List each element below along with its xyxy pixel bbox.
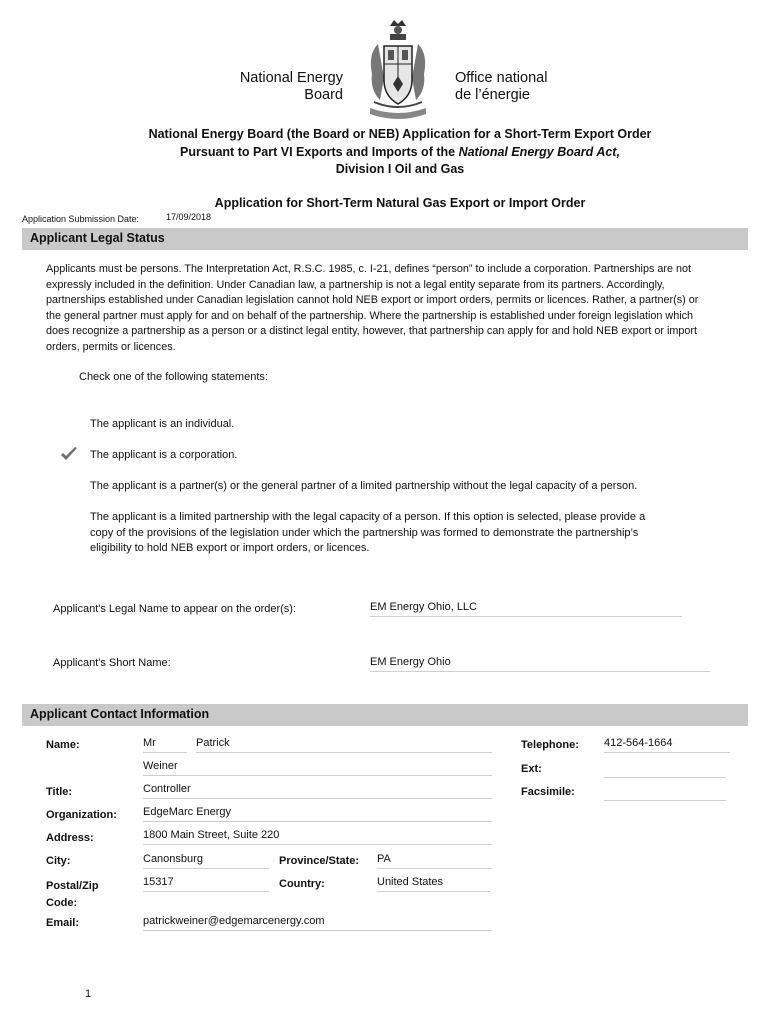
title-line3: Division I Oil and Gas bbox=[335, 162, 465, 176]
postal-label-line1: Postal/Zip bbox=[46, 880, 99, 892]
board-name-french bbox=[455, 70, 625, 104]
document-title bbox=[60, 126, 740, 179]
section-title: Applicant Contact Information bbox=[30, 707, 210, 721]
postal-label bbox=[46, 878, 99, 912]
name-label: Name: bbox=[46, 739, 80, 751]
salutation-field[interactable]: Mr bbox=[143, 737, 187, 753]
city-field[interactable]: Canonsburg bbox=[143, 853, 269, 869]
telephone-field[interactable]: 412-564-1664 bbox=[604, 737, 730, 753]
country-label: Country: bbox=[279, 878, 325, 890]
section-header-legal-status bbox=[22, 228, 748, 250]
organization-field[interactable]: EdgeMarc Energy bbox=[143, 806, 492, 822]
submission-date-label: Application Submission Date: bbox=[22, 214, 140, 224]
legal-name-field[interactable]: EM Energy Ohio, LLC bbox=[370, 601, 682, 617]
submission-date-value[interactable]: 17/09/2018 bbox=[166, 212, 212, 222]
page-number: 1 bbox=[85, 988, 92, 1000]
section-title: Applicant Legal Status bbox=[30, 231, 165, 245]
province-label: Province/State: bbox=[279, 855, 360, 867]
country-field[interactable]: United States bbox=[377, 876, 490, 892]
form-subtitle: Application for Short-Term Natural Gas Export or Import Order bbox=[214, 196, 586, 210]
legal-name-label: Applicant's Legal Name to appear on the order(s): bbox=[53, 603, 297, 615]
option-partner[interactable]: The applicant is a partner(s) or the general partner of a limited partnership without the legal capacity of a person. bbox=[90, 480, 638, 492]
title-line2-prefix: Pursuant to Part VI Exports and Imports of the bbox=[180, 144, 459, 159]
address-field[interactable]: 1800 Main Street, Suite 220 bbox=[143, 829, 492, 845]
office-name-line2: de l’énergie bbox=[455, 87, 530, 103]
legal-status-explanation: Applicants must be persons. The Interpretation Act, R.S.C. 1985, c. I-21, defines “person” to include a corporation. Partnerships are not expressly included in the definition. Under Canadian law, a partnership is not a legal entity separate from its partners. Accordingly, partnerships established under Canadian legislation cannot hold NEB export or import orders, permits or licences. Rather, a partner(s) or the general partner must apply for and on behalf of the partnership. Where the partnership is established under foreign legislation which does recognize a partnership as a person or a distinct legal entity, however, that partnership can apply for and hold NEB export or import orders, permits or licences. bbox=[46, 263, 699, 353]
board-name-line1: National Energy bbox=[239, 70, 343, 86]
title-act-name: National Energy Board Act, bbox=[458, 144, 620, 159]
first-name-field[interactable]: Patrick bbox=[196, 737, 492, 753]
short-name-label: Applicant's Short Name: bbox=[53, 657, 171, 669]
board-name-english bbox=[225, 70, 343, 104]
province-field[interactable]: PA bbox=[377, 853, 492, 869]
check-instruction: Check one of the following statements: bbox=[79, 371, 268, 383]
email-label: Email: bbox=[46, 917, 80, 929]
option-corporation[interactable]: The applicant is a corporation. bbox=[90, 449, 238, 461]
facsimile-label: Facsimile: bbox=[521, 786, 575, 798]
facsimile-field[interactable] bbox=[604, 784, 726, 801]
office-name-line1: Office national bbox=[455, 70, 548, 86]
short-name-field[interactable]: EM Energy Ohio bbox=[370, 656, 710, 672]
title-line2 bbox=[60, 144, 740, 162]
option-limited-partnership[interactable]: The applicant is a limited partnership with the legal capacity of a person. If this option is selected, please provide a copy of the provisions of the legislation under which the partnership was formed to demonstrate the partnership’s eligibility to hold NEB export or import orders, or licences. bbox=[90, 511, 646, 554]
city-label: City: bbox=[46, 855, 71, 867]
telephone-label: Telephone: bbox=[521, 739, 579, 751]
option-individual[interactable]: The applicant is an individual. bbox=[90, 418, 235, 430]
board-name-line2: Board bbox=[304, 87, 343, 103]
coat-of-arms-icon bbox=[360, 18, 436, 124]
ext-label: Ext: bbox=[521, 763, 542, 775]
title-label: Title: bbox=[46, 786, 73, 798]
section-header-contact bbox=[22, 704, 748, 726]
title-line1: National Energy Board (the Board or NEB) Application for a Short-Term Export Order bbox=[148, 127, 652, 141]
last-name-field[interactable]: Weiner bbox=[143, 760, 492, 776]
postal-field[interactable]: 15317 bbox=[143, 876, 269, 892]
checkmark-icon bbox=[60, 446, 78, 462]
email-field[interactable]: patrickweiner@edgemarcenergy.com bbox=[143, 915, 492, 931]
title-field[interactable]: Controller bbox=[143, 783, 492, 799]
postal-label-line2: Code: bbox=[46, 897, 78, 909]
organization-label: Organization: bbox=[46, 809, 117, 821]
address-label: Address: bbox=[46, 832, 94, 844]
ext-field[interactable] bbox=[604, 761, 726, 778]
